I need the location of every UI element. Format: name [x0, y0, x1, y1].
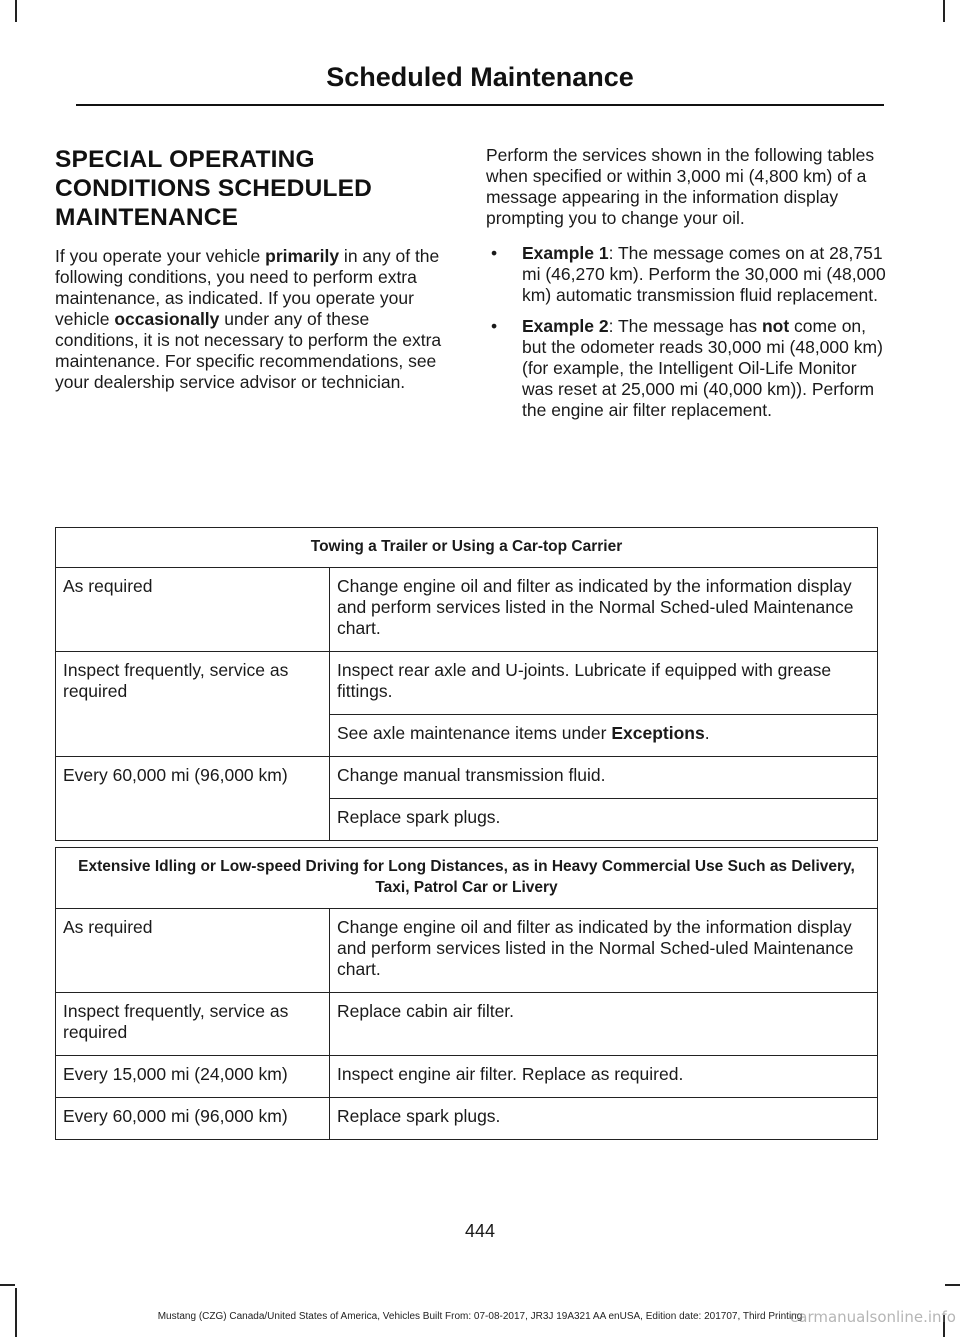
crop-mark-top-right	[943, 0, 945, 22]
left-column	[55, 145, 455, 393]
table-row	[56, 1098, 878, 1140]
intro-text-1: If you operate your vehicle	[55, 246, 266, 266]
interval-cell: Inspect frequently, service as required	[56, 652, 330, 757]
crop-mark-bottom-line-left	[0, 1284, 15, 1286]
crop-mark-top-left	[15, 0, 17, 22]
table-row	[56, 993, 878, 1056]
idling-table	[55, 847, 878, 1140]
heading-line-1: SPECIAL OPERATING	[55, 146, 315, 173]
table-row	[56, 1056, 878, 1098]
interval-cell: Inspect frequently, service as required	[56, 993, 330, 1056]
example-1-label: Example 1	[522, 243, 609, 263]
table-row	[56, 652, 878, 715]
service-cell	[330, 715, 878, 757]
intro-text-3: under any of these conditions, it is not necessary to perform the extra maintenance. For specific recommendations, see your dealership service advisor or technician.	[55, 309, 442, 392]
intro-paragraph	[55, 246, 455, 393]
watermark: carmanualsonline.info	[790, 1308, 956, 1326]
interval-cell: As required	[56, 909, 330, 993]
services-paragraph: Perform the services shown in the following tables when specified or within 3,000 mi (4,800 km) of a message appearing in the information display prompting you to change your oil.	[486, 145, 875, 228]
right-column	[486, 145, 886, 431]
service-cell: Replace spark plugs.	[330, 799, 878, 841]
example-2-text-1: : The message has	[608, 316, 762, 336]
service-cell: Change engine oil and filter as indicated by the information display and perform services listed in the Normal Sched-uled Maintenance chart.	[330, 909, 878, 993]
service-cell: Inspect engine air filter. Replace as required.	[330, 1056, 878, 1098]
list-item	[486, 243, 886, 306]
example-1-text: : The message comes on at 28,751 mi (46,270 km). Perform the 30,000 mi (48,000 km) automatic transmission fluid replacement.	[522, 243, 886, 305]
interval-cell: Every 60,000 mi (96,000 km)	[56, 757, 330, 841]
example-2-text-2: come on, but the odometer reads 30,000 mi (48,000 km) (for example, the Intelligent Oil-Life Monitor was reset at 25,000 mi (40,000 km)). Perform the engine air filter replacement.	[522, 316, 883, 420]
table-title: Extensive Idling or Low-speed Driving for Long Distances, as in Heavy Commercial Use Such as Delivery, Taxi, Patrol Car or Livery	[56, 848, 878, 909]
intro-text-2: in any of the following conditions, you need to perform extra maintenance, as indicated. If you operate your vehicle	[55, 246, 440, 329]
interval-cell: Every 60,000 mi (96,000 km)	[56, 1098, 330, 1140]
service-cell: Inspect rear axle and U-joints. Lubricate if equipped with grease fittings.	[330, 652, 878, 715]
page-number: 444	[464, 1221, 496, 1241]
crop-mark-bottom-line-right	[945, 1284, 960, 1286]
interval-cell: As required	[56, 568, 330, 652]
example-list	[486, 243, 886, 421]
interval-cell: Every 15,000 mi (24,000 km)	[56, 1056, 330, 1098]
table-row	[56, 568, 878, 652]
service-cell: Change engine oil and filter as indicated by the information display and perform services listed in the Normal Sched-uled Maintenance chart.	[330, 568, 878, 652]
exceptions-bold: Exceptions	[611, 723, 705, 743]
service-text: See axle maintenance items under	[337, 723, 612, 743]
table-row	[56, 757, 878, 799]
page-header-title: Scheduled Maintenance	[326, 62, 634, 92]
table-title: Towing a Trailer or Using a Car-top Carrier	[56, 528, 878, 568]
heading-line-2: CONDITIONS SCHEDULED	[55, 175, 373, 202]
service-cell: Change manual transmission fluid.	[330, 757, 878, 799]
example-2-label: Example 2	[522, 316, 609, 336]
service-cell: Replace cabin air filter.	[330, 993, 878, 1056]
bullet-dot: •	[491, 243, 498, 263]
header-rule	[76, 104, 884, 106]
service-cell: Replace spark plugs.	[330, 1098, 878, 1140]
heading-line-3: MAINTENANCE	[55, 204, 239, 231]
list-item	[486, 316, 886, 421]
footer-text: Mustang (CZG) Canada/United States of America, Vehicles Built From: 07-08-2017, JR3J 19A321 AA enUSA, Edition date: 201707, Third Printing	[157, 1311, 803, 1322]
table-row	[56, 909, 878, 993]
example-2-bold-not: not	[761, 316, 790, 336]
towing-table	[55, 527, 878, 841]
intro-bold-occasionally: occasionally	[114, 309, 220, 329]
intro-bold-primarily: primarily	[265, 246, 340, 266]
bullet-dot: •	[491, 316, 498, 336]
section-heading	[55, 145, 455, 232]
service-text-end: .	[704, 723, 710, 743]
